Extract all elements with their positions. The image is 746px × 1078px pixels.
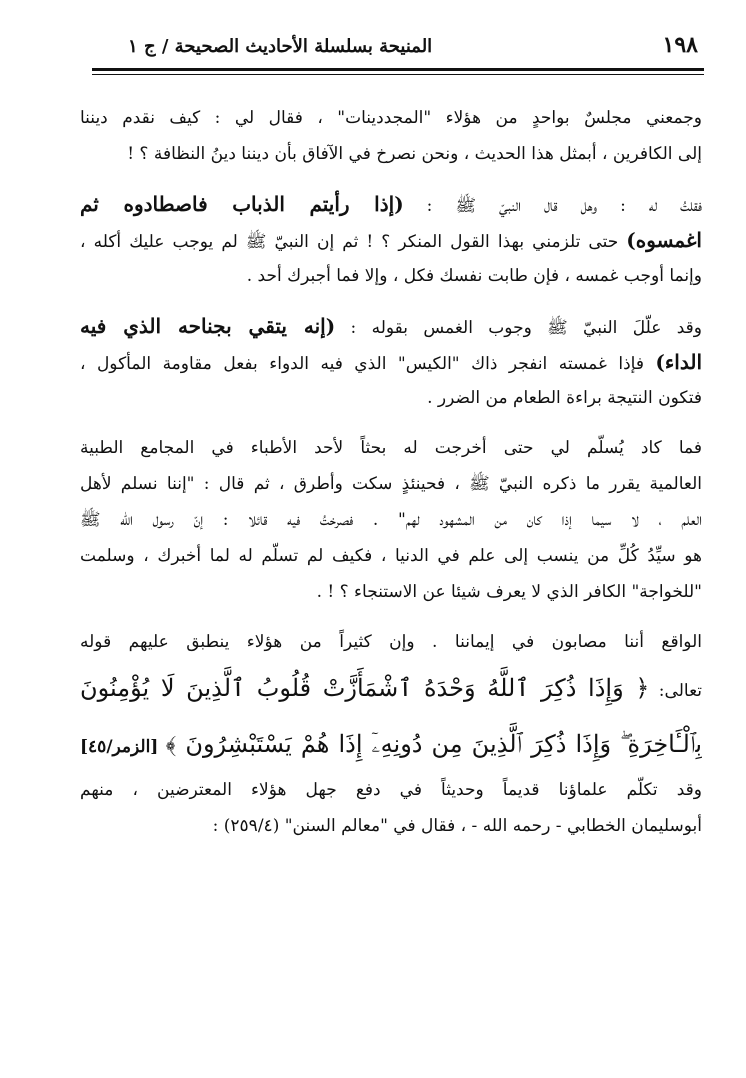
hadith-quote: (إنه يتقي بجناحه الذي فيه	[80, 314, 336, 338]
text-segment: فقلتُ له : وهل قال النبيّ ﷺ :	[403, 196, 702, 216]
text-line: إلى الكافرين ، أبمثل هذا الحديث ، ونحن نصرخ في الآفاق بأن ديننا دينُ النظافة ؟ !	[127, 144, 702, 164]
quran-verse-line	[80, 716, 702, 772]
text-segment: حتى تلزمني بهذا القول المنكر ؟ ! ثم إن النبيّ ﷺ لم يوجب عليك أكله ،	[80, 232, 627, 252]
text-line: "للخواجة" الكافر الذي لا يعرف شيئا عن الاستنجاء ؟ ! .	[316, 582, 702, 602]
quran-verse-line	[80, 660, 702, 716]
text-segment: فإذا غمسته انفجر ذاك "الكيس" الذي فيه الدواء بفعل مقاومة المأكول ،	[80, 354, 656, 374]
text-line: وقد تكلّم علماؤنا قديماً وحديثاً في دفع جهل هؤلاء المعترضين ، منهم	[80, 780, 702, 800]
text-line: فما كاد يُسلّم لي حتى أخرجت له بحثاً لأحد الأطباء في المجامع الطبية	[80, 438, 702, 458]
text-line	[80, 344, 702, 380]
text-segment: تعالى:	[649, 681, 702, 701]
running-title: المنيحة بسلسلة الأحاديث الصحيحة / ج ١	[128, 36, 433, 57]
paragraph-6	[80, 772, 702, 844]
paragraph-3	[80, 308, 702, 416]
text-line: فتكون النتيجة براءة الطعام من الضرر .	[427, 388, 702, 408]
hadith-quote: اغمسوه)	[626, 228, 702, 252]
quran-verse: بِٱلْـَٔاخِرَةِ ۖ وَإِذَا ذُكِرَ ٱلَّذِينَ مِن دُونِهِۦٓ إِذَا هُمْ يَسْتَبْشِرُونَ ﴾	[165, 730, 702, 758]
paragraph-1	[80, 100, 702, 172]
paragraph-5	[80, 624, 702, 772]
header-rule-thick	[92, 68, 704, 71]
page-body	[80, 100, 702, 844]
verse-reference: [الزمر/٤٥]	[80, 737, 166, 757]
header-rule-thin	[92, 74, 704, 75]
hadith-quote: الداء)	[655, 350, 702, 374]
paragraph-2	[80, 186, 702, 294]
text-line	[80, 308, 702, 344]
text-line: وإنما أوجب غمسه ، فإن طابت نفسك فكل ، وإلا فما أجبرك أحد .	[246, 266, 702, 286]
text-line: هو سيِّدُ كُلِّ من ينسب إلى علم في الدنيا ، فكيف لم تسلّم له لما أخبرك ، وسلمت	[80, 546, 702, 566]
text-line: أبوسليمان الخطابي - رحمه الله - ، فقال في "معالم السنن" (٢٥٩/٤) :	[212, 816, 702, 836]
quran-verse: ﴿ وَإِذَا ذُكِرَ ٱللَّهُ وَحْدَهُ ٱشْمَأَزَّتْ قُلُوبُ ٱلَّذِينَ لَا يُؤْمِنُونَ	[80, 674, 650, 702]
text-line: وجمعني مجلسٌ بواحدٍ من هؤلاء "المجددينات" ، فقال لي : كيف نقدم ديننا	[80, 108, 702, 128]
text-line: العالمية يقرر ما ذكره النبيّ ﷺ ، فحينئذٍ سكت وأطرق ، ثم قال : "إننا نسلم لأهل	[80, 474, 702, 494]
text-line	[80, 186, 702, 222]
page-number: ١٩٨	[662, 32, 698, 58]
text-segment: وقد علّلَ النبيّ ﷺ وجوب الغمس بقوله :	[335, 318, 702, 338]
text-line: العلم ، لا سيما إذا كان من المشهود لهم" . فصرختُ فيه قائلا : إنّ رسول الله ﷺ	[80, 510, 702, 530]
text-line: الواقع أننا مصابون في إيماننا . وإن كثيراً من هؤلاء ينطبق عليهم قوله	[80, 632, 702, 652]
text-line	[80, 222, 702, 258]
hadith-quote: (إذا رأيتم الذباب فاصطادوه ثم	[80, 192, 404, 216]
page-header	[92, 30, 704, 68]
paragraph-4	[80, 430, 702, 610]
